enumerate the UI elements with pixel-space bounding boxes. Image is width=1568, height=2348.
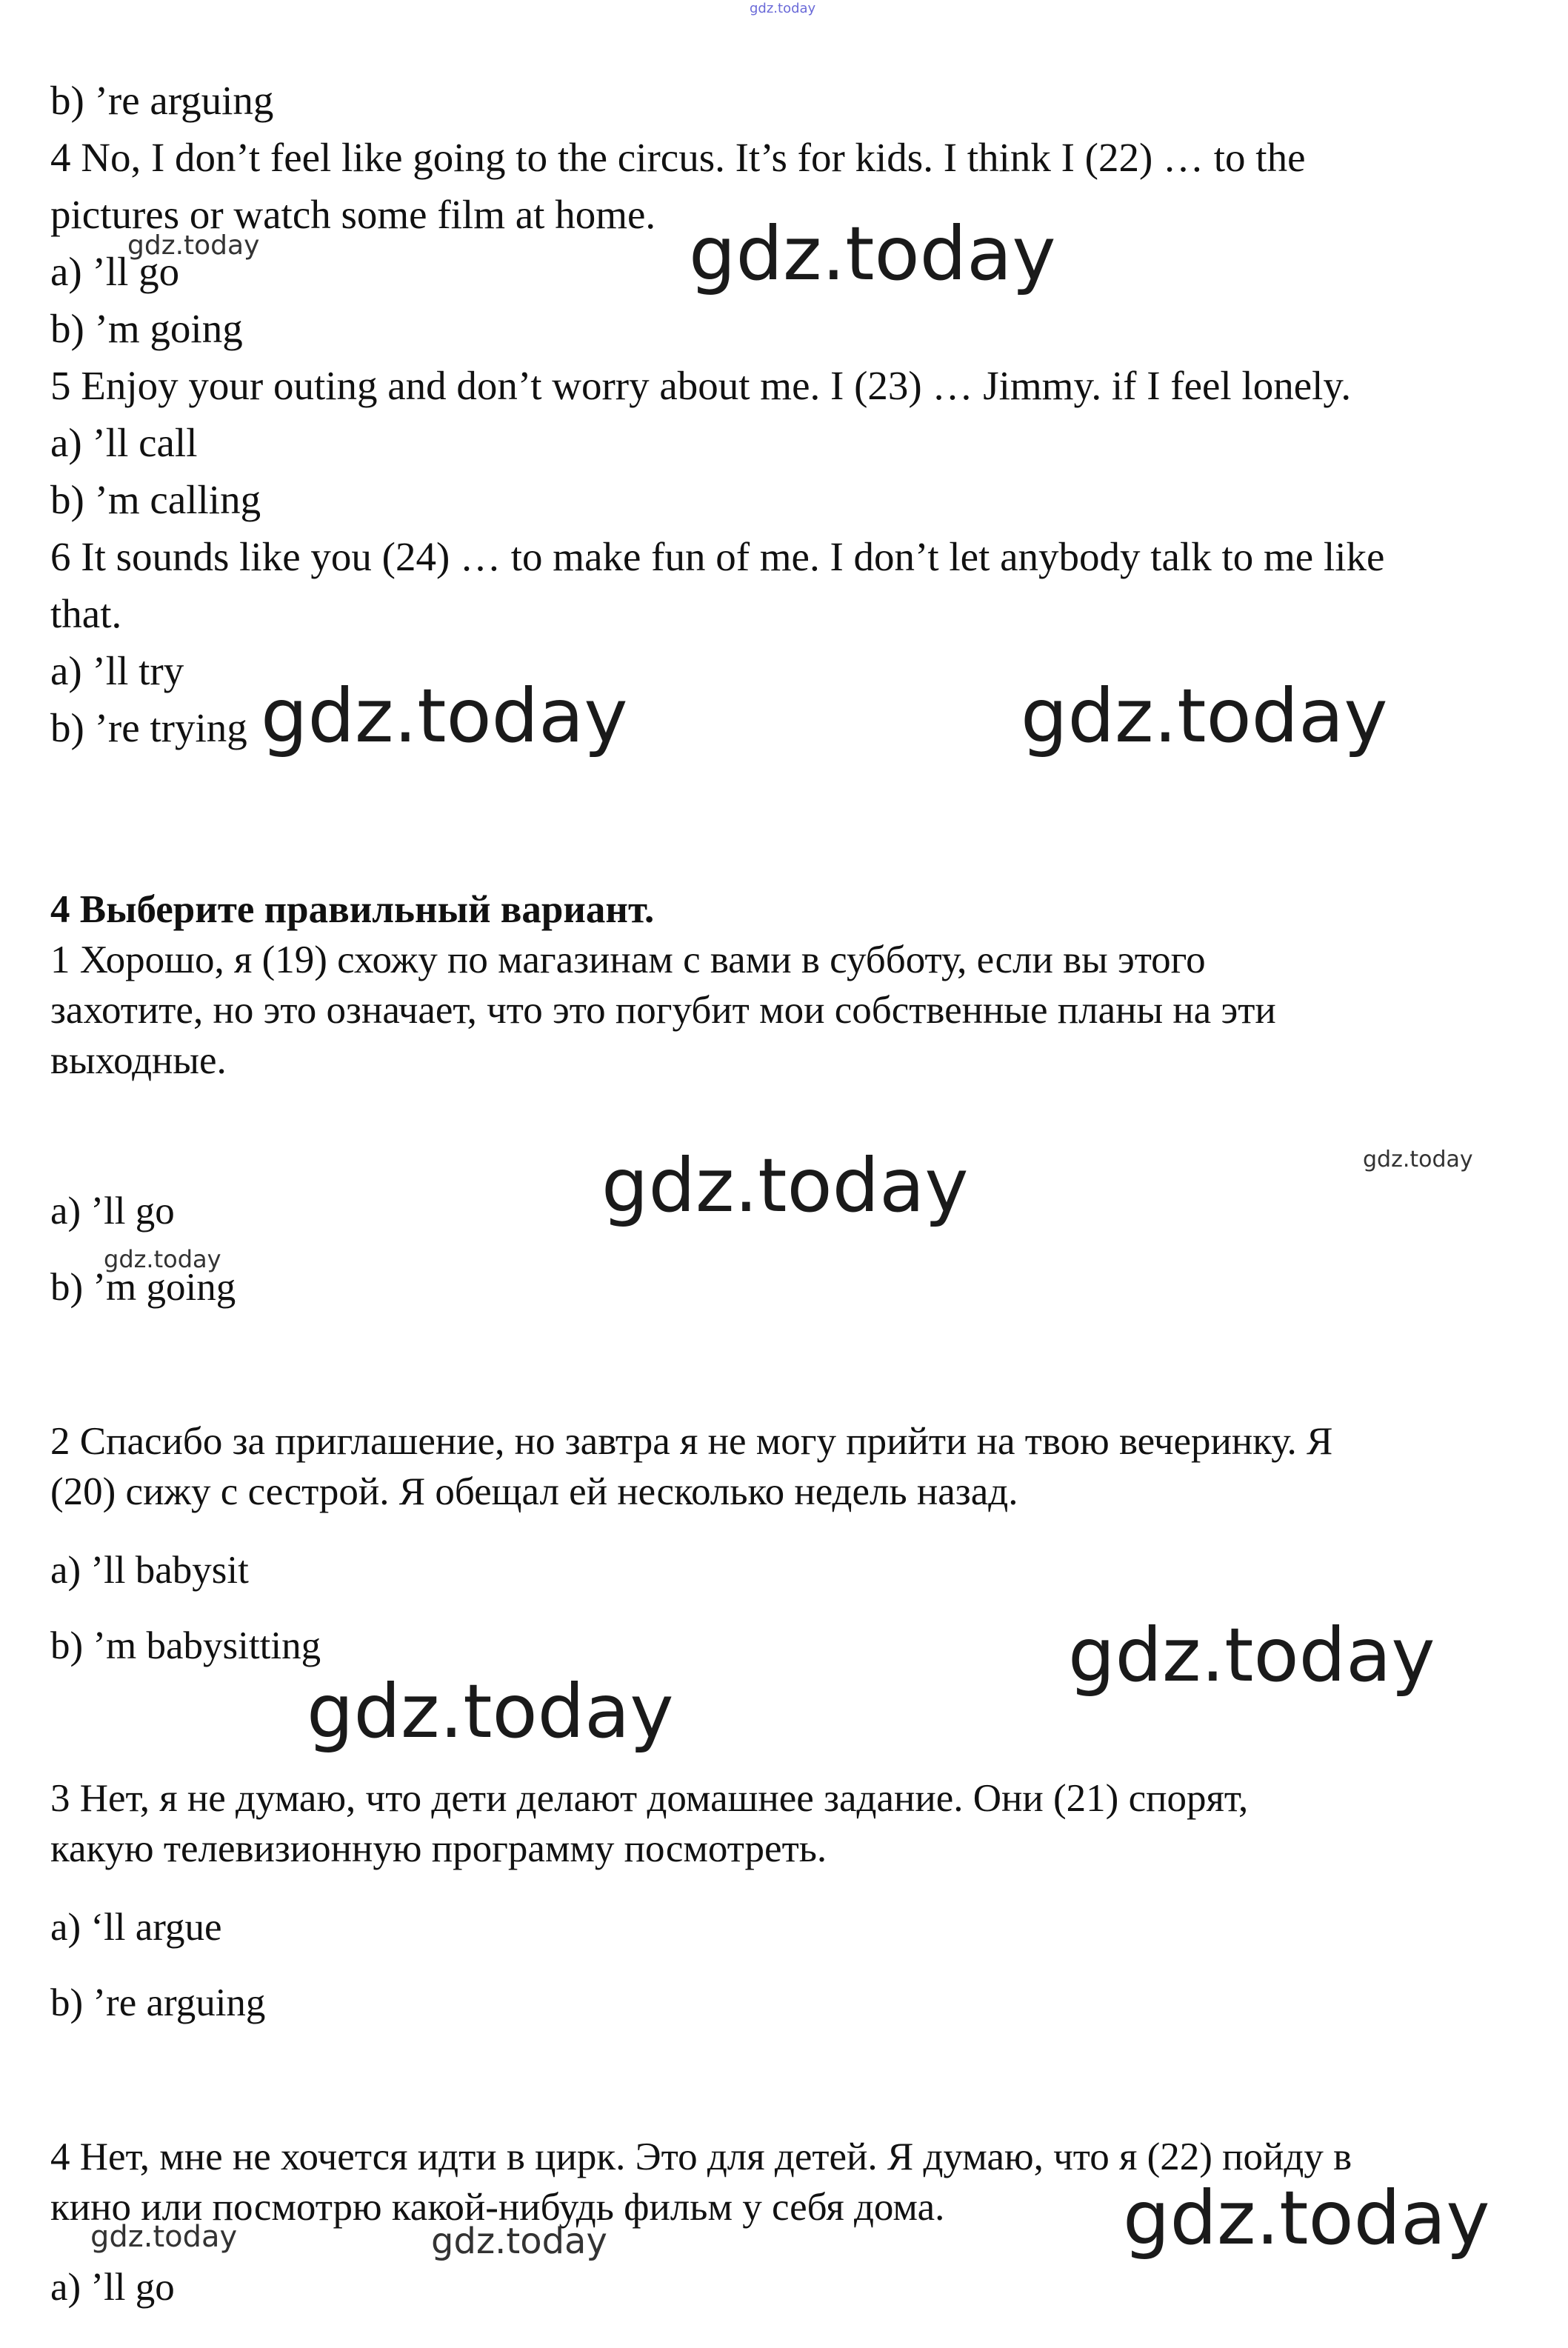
- ru-q2-line-1: 2 Спасибо за приглашение, но завтра я не могу прийти на твою вечеринку. Я: [50, 1420, 1333, 1463]
- ru-q2-line-2: (20) сижу с сестрой. Я обещал ей несколько недель назад.: [50, 1470, 1018, 1513]
- ru-q2-option-a: a) ’ll babysit: [50, 1549, 249, 1592]
- en-line-6: 5 Enjoy your outing and don’t worry about me. I (23) … Jimmy. if I feel lonely.: [50, 363, 1352, 408]
- ru-q2-option-b: b) ’m babysitting: [50, 1624, 321, 1667]
- watermark-small-1: gdz.today: [127, 230, 260, 261]
- watermark-large-3: gdz.today: [1021, 673, 1388, 759]
- en-line-8: b) ’m calling: [50, 477, 261, 522]
- ru-heading: 4 Выберите правильный вариант.: [50, 888, 655, 931]
- ru-q1-line-1: 1 Хорошо, я (19) схожу по магазинам с вами в субботу, если вы этого: [50, 938, 1206, 981]
- en-line-10: that.: [50, 591, 122, 636]
- ru-q1-line-3: выходные.: [50, 1039, 227, 1082]
- ru-q3-line-1: 3 Нет, я не думаю, что дети делают домашнее задание. Они (21) спорят,: [50, 1777, 1249, 1820]
- en-line-9: 6 It sounds like you (24) … to make fun of me. I don’t let anybody talk to me like: [50, 534, 1385, 579]
- watermark-small-4: gdz.today: [90, 2220, 238, 2254]
- en-line-4: a) ’ll go: [50, 249, 180, 294]
- en-line-1: b) ’re arguing: [50, 78, 274, 123]
- watermark-large-1: gdz.today: [689, 210, 1056, 297]
- ru-q1-line-2: захотите, но это означает, что это погубит мои собственные планы на эти: [50, 989, 1276, 1032]
- en-line-12: b) ’re trying: [50, 705, 247, 750]
- en-line-2: 4 No, I don’t feel like going to the circus. It’s for kids. I think I (22) … to the: [50, 135, 1306, 180]
- en-line-11: a) ’ll try: [50, 648, 184, 693]
- watermark-large-7: gdz.today: [1123, 2175, 1490, 2261]
- en-line-7: a) ’ll call: [50, 420, 198, 465]
- watermark-small-5: gdz.today: [431, 2221, 607, 2262]
- ru-q1-option-a: a) ’ll go: [50, 1190, 175, 1233]
- ru-q4-line-2: кино или посмотрю какой-нибудь фильм у себя дома.: [50, 2186, 945, 2229]
- watermark-top: gdz.today: [750, 1, 816, 16]
- ru-q4-line-1: 4 Нет, мне не хочется идти в цирк. Это для детей. Я думаю, что я (22) пойду в: [50, 2135, 1352, 2178]
- ru-q1-option-b: b) ’m going: [50, 1266, 236, 1309]
- watermark-small-3: gdz.today: [104, 1245, 221, 1273]
- ru-q4-option-a: a) ’ll go: [50, 2266, 175, 2309]
- watermark-large-6: gdz.today: [307, 1668, 674, 1755]
- ru-q3-line-2: какую телевизионную программу посмотреть.: [50, 1827, 827, 1870]
- en-line-3: pictures or watch some film at home.: [50, 192, 656, 237]
- watermark-large-4: gdz.today: [601, 1142, 969, 1229]
- watermark-large-2: gdz.today: [261, 673, 628, 759]
- ru-q3-option-a: a) ‘ll argue: [50, 1906, 222, 1949]
- en-line-5: b) ’m going: [50, 306, 243, 351]
- watermark-large-5: gdz.today: [1068, 1612, 1435, 1698]
- watermark-small-2: gdz.today: [1363, 1147, 1473, 1173]
- ru-q3-option-b: b) ’re arguing: [50, 1981, 266, 2024]
